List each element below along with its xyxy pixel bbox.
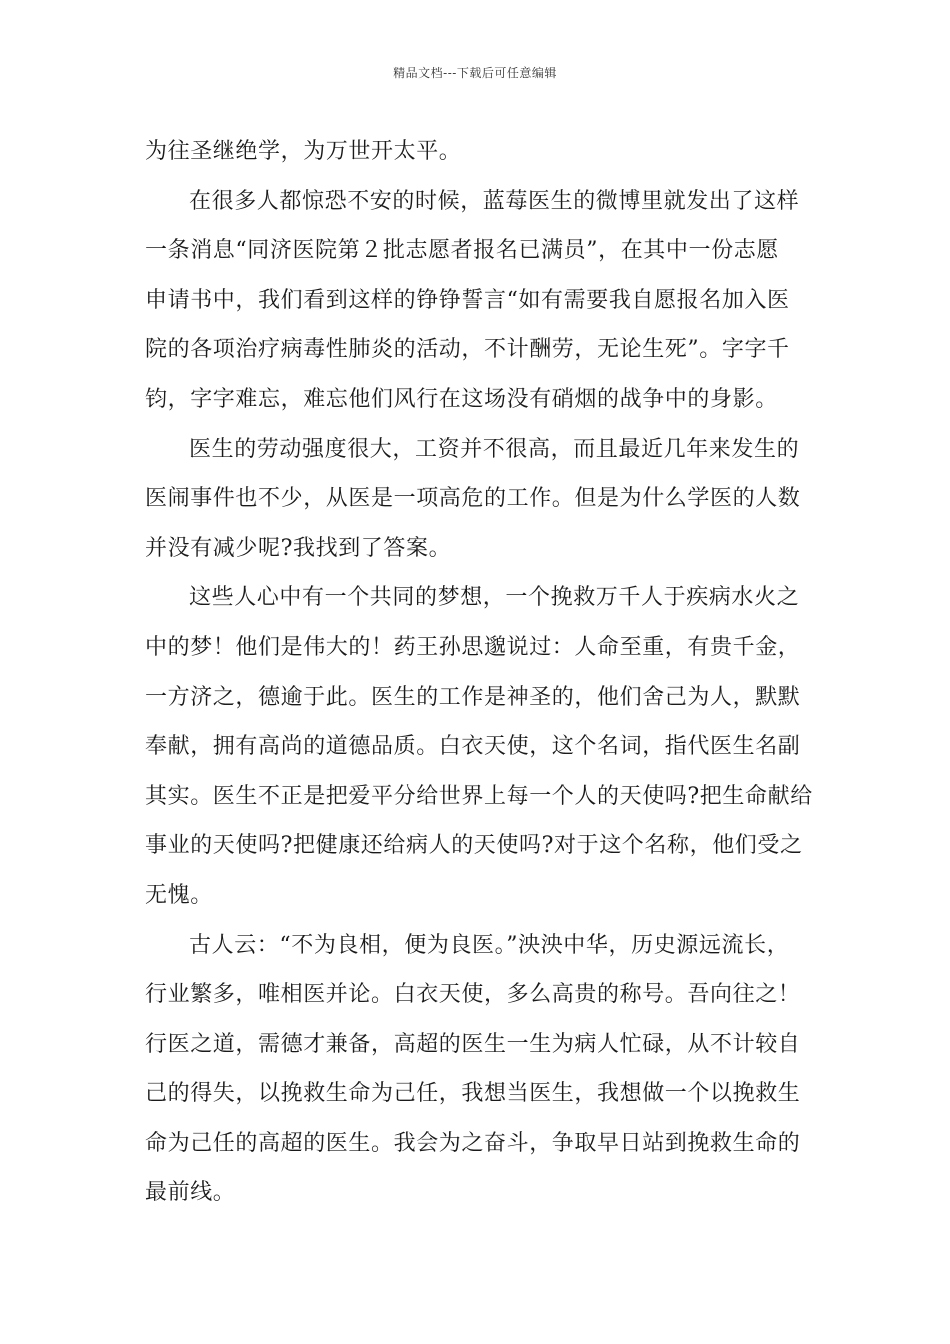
- text-line-8: 医闹事件也不少，从医是一项高危的工作。但是为什么学医的人数: [145, 486, 801, 512]
- text-line-14: 其实。医生不正是把爱平分给世界上每一个人的天使吗?把生命献给: [145, 783, 813, 809]
- text-line-12: 一方济之，德逾于此。医生的工作是神圣的，他们舍己为人，默默: [145, 684, 801, 710]
- text-line-18: 行业繁多，唯相医并论。白衣天使，多么高贵的称号。吾向往之！: [145, 982, 801, 1008]
- text-line-7: 医生的劳动强度很大，工资并不很高，而且最近几年来发生的: [189, 436, 800, 462]
- text-line-22: 最前线。: [145, 1180, 236, 1206]
- text-line-1: 为往圣继绝学，为万世开太平。: [145, 139, 462, 164]
- text-line-3: 一条消息“同济医院第２批志愿者报名已满员”，在其中一份志愿: [145, 238, 779, 264]
- text-line-9: 并没有减少呢?我找到了答案。: [145, 535, 452, 561]
- text-line-5: 院的各项治疗病毒性肺炎的活动，不计酬劳，无论生死”。字字千: [145, 337, 790, 363]
- text-line-6: 钧，字字难忘，难忘他们风行在这场没有硝烟的战争中的身影。: [145, 386, 778, 412]
- text-line-11: 中的梦！他们是伟大的！药王孙思邈说过：人命至重，有贵千金，: [145, 634, 801, 660]
- text-line-10: 这些人心中有一个共同的梦想，一个挽救万千人于疾病水火之: [189, 585, 800, 611]
- text-line-4: 申请书中，我们看到这样的铮铮誓言“如有需要我自愿报名加入医: [145, 287, 790, 313]
- page-header: 精品文档---下载后可任意编辑: [393, 66, 557, 80]
- text-line-20: 己的得失，以挽救生命为己任，我想当医生，我想做一个以挽救生: [145, 1081, 801, 1107]
- text-line-19: 行医之道，需德才兼备，高超的医生一生为病人忙碌，从不计较自: [145, 1031, 801, 1057]
- text-line-2: 在很多人都惊恐不安的时候，蓝莓医生的微博里就发出了这样: [189, 188, 800, 214]
- text-line-13: 奉献，拥有高尚的道德品质。白衣天使，这个名词，指代医生名副: [145, 734, 801, 760]
- text-line-21: 命为己任的高超的医生。我会为之奋斗，争取早日站到挽救生命的: [145, 1130, 801, 1156]
- body-text: [145, 127, 825, 1218]
- text-line-16: 无愧。: [145, 882, 213, 908]
- text-line-15: 事业的天使吗?把健康还给病人的天使吗?对于这个名称，他们受之: [145, 833, 803, 859]
- text-line-17: 古人云：“不为良相，便为良医。”泱泱中华，历史源远流长，: [189, 932, 790, 958]
